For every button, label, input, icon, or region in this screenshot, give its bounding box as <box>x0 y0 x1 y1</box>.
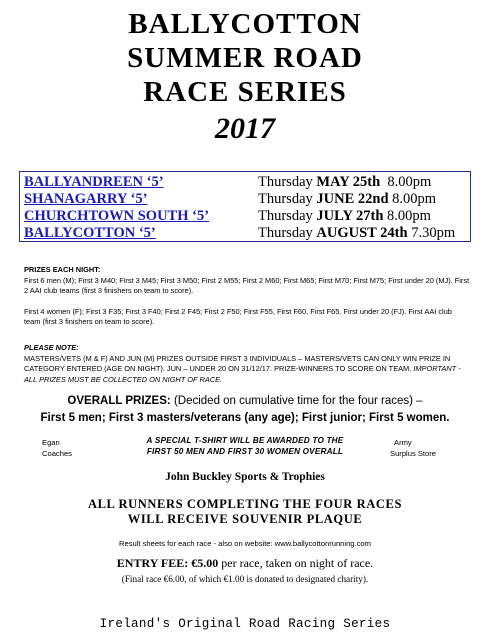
prizes-section <box>24 265 470 328</box>
title-line-1: BALLYCOTTON <box>128 8 362 40</box>
sponsor-left: Egan Coaches <box>42 438 72 458</box>
prizes-men: First 6 men (M); First 3 M40; First 3 M45; First 3 M50; First 2 M55; First 2 M60; First M65; First M70; First M75; First under 20 (MJ). First 2 AAI club teams (first 3 finishers on team to score). <box>24 275 470 296</box>
prizes-women: First 4 women (F); First 3 F35; First 3 F40; First 2 F45; First 2 F50; First F55, First F60, First F65. First under 20 (FJ). First AAI club team (first 3 finishers on team to score). <box>24 306 452 327</box>
note-important: IMPORTANT - ALL PRIZES MUST BE COLLECTED ON NIGHT OF RACE. <box>24 364 461 384</box>
race-name-link[interactable]: BALLYCOTTON ‘5’ <box>24 225 156 241</box>
footer-tagline: Ireland's Original Road Racing Series <box>99 617 391 631</box>
race-row <box>24 174 468 191</box>
final-race-fee: (Final race €6.00, of which €1.00 is donated to designated charity). <box>121 574 369 584</box>
race-name-link[interactable]: SHANAGARRY ‘5’ <box>24 191 148 207</box>
race-name-link[interactable]: CHURCHTOWN SOUTH ‘5’ <box>24 208 210 224</box>
race-date: Thursday MAY 25th 8.00pm <box>258 174 432 190</box>
overall-prizes <box>0 393 490 427</box>
race-date: Thursday JUNE 22nd 8.00pm <box>258 191 437 207</box>
title-year: 2017 <box>215 112 275 145</box>
prizes-heading: PRIZES EACH NIGHT: <box>24 265 101 274</box>
race-row <box>24 225 468 242</box>
plaque-notice: ALL RUNNERS COMPLETING THE FOUR RACES WILL RECEIVE SOUVENIR PLAQUE <box>87 497 403 526</box>
sponsor-right: Army Surplus Store <box>390 438 437 458</box>
race-date: Thursday JULY 27th 8.00pm <box>258 208 431 224</box>
tshirt-notice: A SPECIAL T-SHIRT WILL BE AWARDED TO THE FIRST 50 MEN AND FIRST 30 WOMEN OVERALL <box>146 436 344 456</box>
note-section <box>24 343 470 385</box>
main-sponsor: John Buckley Sports & Trophies <box>165 471 325 483</box>
title-line-2: SUMMER ROAD <box>127 42 363 74</box>
race-name-link[interactable]: BALLYANDREEN ‘5’ <box>24 174 164 190</box>
race-row <box>24 191 468 208</box>
title-line-3: RACE SERIES <box>143 76 347 108</box>
overall-label: OVERALL PRIZES: <box>67 395 171 407</box>
overall-desc: (Decided on cumulative time for the four races) – <box>173 395 423 407</box>
race-row <box>24 208 468 225</box>
note-heading: PLEASE NOTE: <box>24 343 79 352</box>
entry-fee: ENTRY FEE: €5.00 per race, taken on night of race. <box>116 556 374 570</box>
results-note: Result sheets for each race - also on website: www.ballycottonrunning.com <box>119 539 371 548</box>
race-date: Thursday AUGUST 24th 7.30pm <box>258 225 456 241</box>
race-schedule <box>19 171 471 242</box>
overall-categories: First 5 men; First 3 masters/veterans (any age); First junior; First 5 women. <box>40 412 450 424</box>
note-text: MASTERS/VETS (M & F) AND JUN (M) PRIZES OUTSIDE FIRST 3 INDIVIDUALS – MASTERS/VETS CAN ONLY WIN PRIZE IN CATEGORY ENTERED (AGE ON NIGHT). JUN – UNDER 20 ON 31/12/17. PRIZE-WINNERS TO SCORE ON TEAM. IMPORTANT - ALL PRIZES MUST BE COLLECTED ON NIGHT OF RACE. <box>24 353 461 384</box>
